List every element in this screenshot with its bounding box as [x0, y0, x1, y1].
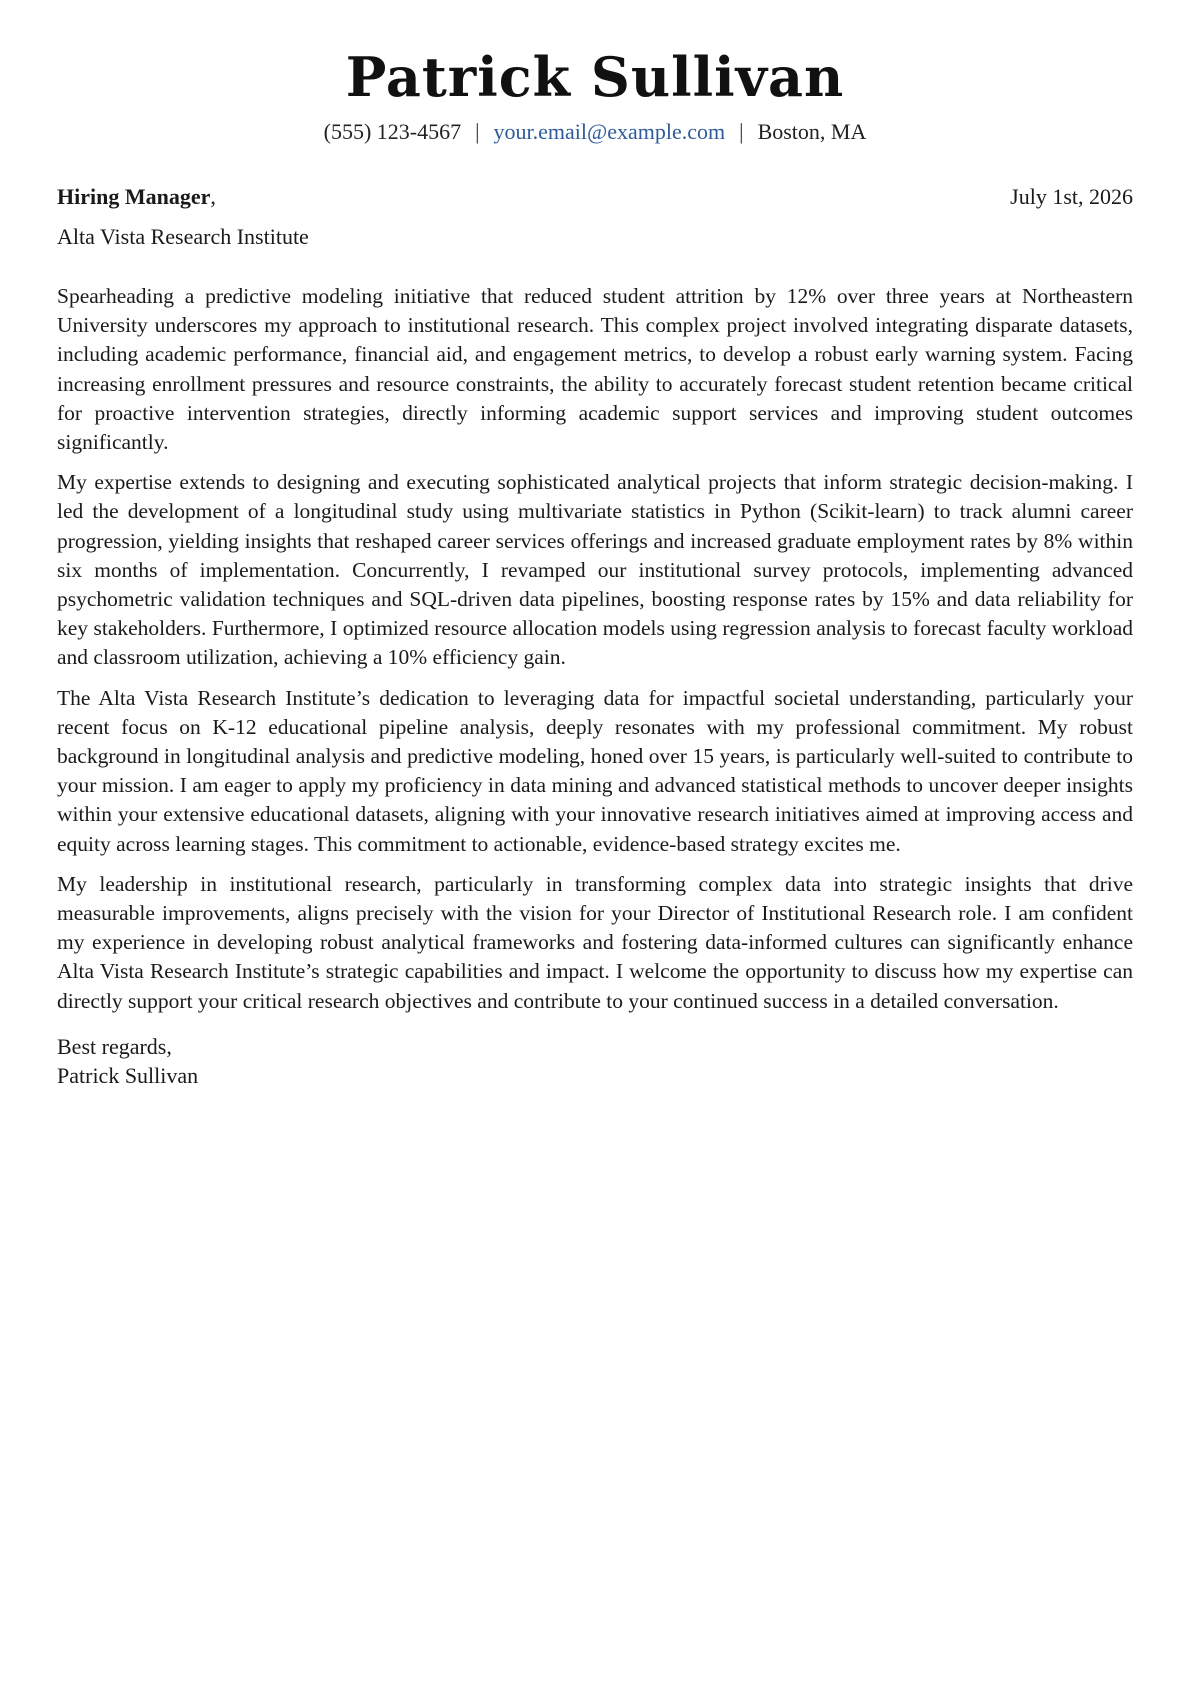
closing-signature: Patrick Sullivan: [57, 1062, 199, 1088]
body-paragraph: My leadership in institutional research, particularly in transforming complex data into strategic insights that drive measurable improvements, aligns precisely with the vision for your Director of Institutional Research role. I am confident my experience in developing robust analytical frameworks and fostering data-informed cultures can significantly enhance Alta Vista Research Institute’s strategic capabilities and impact. I welcome the opportunity to discuss how my expertise can directly support your critical research objectives and contribute to your continued success in a detailed conversation.: [57, 871, 1133, 1013]
letter-body: [57, 282, 1133, 1016]
email-link[interactable]: your.email@example.com: [493, 119, 726, 144]
closing-block: [57, 1032, 1133, 1090]
body-paragraph: Spearheading a predictive modeling initiative that reduced student attrition by 12% over three years at Northeastern University underscores my approach to institutional research. This complex project involved integrating disparate datasets, including academic performance, financial aid, and engagement metrics, to develop a robust early warning system. Facing increasing enrollment pressures and resource constraints, the ability to accurately forecast student retention became critical for proactive intervention strategies, directly informing academic support services and improving student outcomes significantly.: [57, 284, 1133, 455]
recipient-greeting: [57, 182, 216, 212]
recipient-title: Hiring Manager: [57, 184, 211, 209]
location: Boston, MA: [757, 119, 867, 144]
letter-date: July 1st, 2026: [1010, 184, 1133, 209]
body-paragraph: The Alta Vista Research Institute’s dedication to leveraging data for impactful societal understanding, particularly your recent focus on K-12 educational pipeline analysis, deeply resonates with my professional commitment. My robust background in longitudinal analysis and predictive modeling, honed over 15 years, is particularly well-suited to contribute to your mission. I am eager to apply my proficiency in data mining and advanced statistical methods to uncover deeper insights within your extensive educational datasets, aligning with your innovative research initiatives aimed at improving access and equity across learning stages. This commitment to actionable, evidence-based strategy excites me.: [57, 685, 1133, 856]
cover-letter-page: [57, 0, 1133, 1090]
recipient-organization: Alta Vista Research Institute: [57, 224, 309, 249]
recipient-row: [57, 182, 1133, 212]
contact-separator: |: [475, 119, 480, 144]
applicant-name: Patrick Sullivan: [345, 45, 845, 109]
contact-separator: |: [739, 119, 744, 144]
body-paragraph: My expertise extends to designing and executing sophisticated analytical projects that inform strategic decision-making. I led the development of a longitudinal study using multivariate statistics in Python (Scikit-learn) to track alumni career progression, yielding insights that reshaped career services offerings and increased graduate employment rates by 8% within six months of implementation. Concurrently, I revamped our institutional survey protocols, implementing advanced psychometric validation techniques and SQL-driven data pipelines, boosting response rates by 15% and data reliability for key stakeholders. Furthermore, I optimized resource allocation models using regression analysis to forecast faculty workload and classroom utilization, achieving a 10% efficiency gain.: [57, 470, 1133, 670]
contact-line: [57, 118, 1133, 146]
recipient-title-suffix: ,: [210, 184, 216, 209]
closing-salutation: Best regards,: [57, 1033, 172, 1059]
phone-number: (555) 123-4567: [323, 119, 462, 144]
